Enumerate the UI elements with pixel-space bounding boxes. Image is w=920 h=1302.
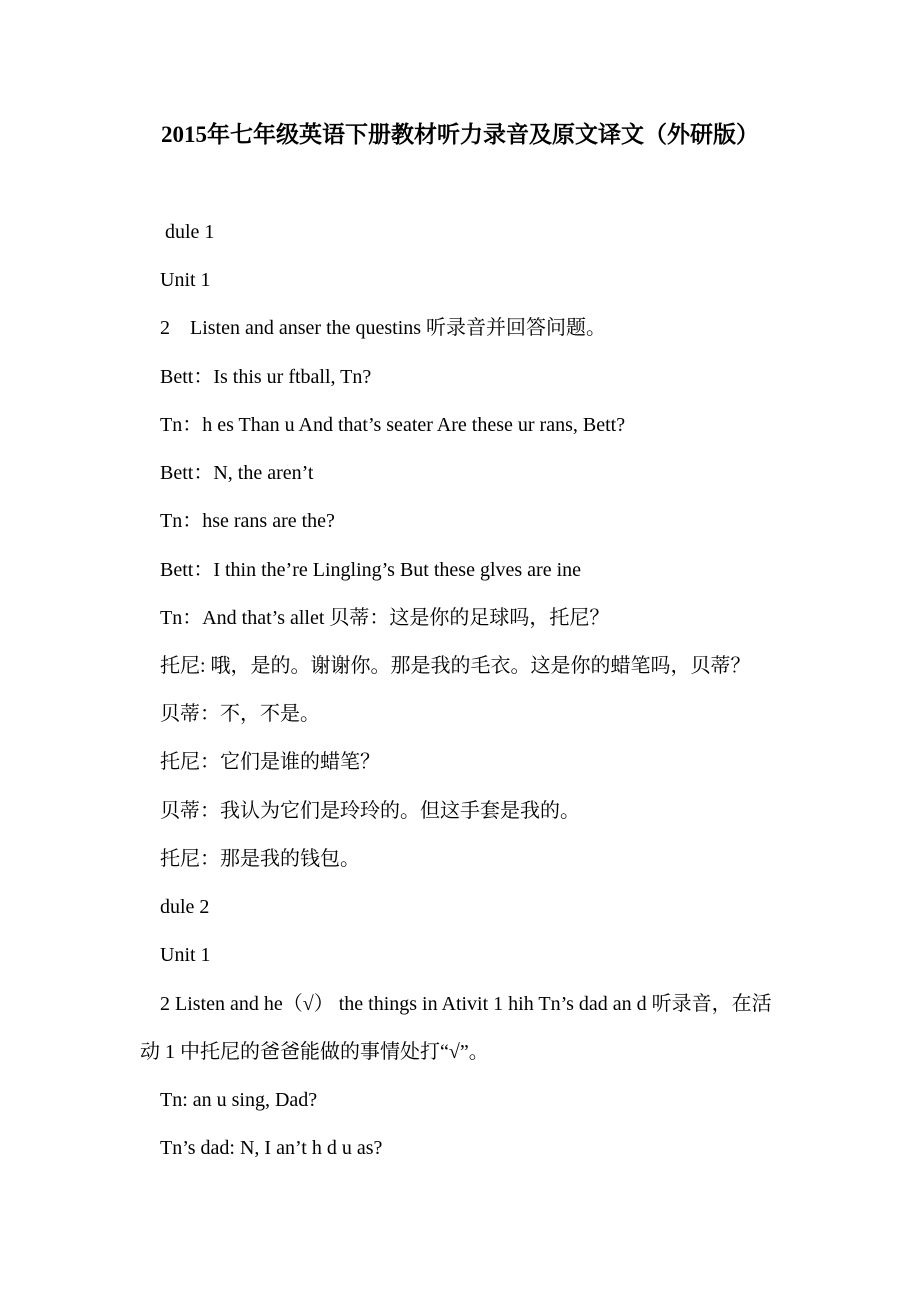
dialogue-line: Tn：h es Than u And that’s seater Are these ur rans, Bett? (160, 414, 626, 436)
dialogue-line: Tn’s dad: N, I an’t h d u as? (160, 1137, 383, 1159)
translation-line: 托尼: 哦，是的。谢谢你。那是我的毛衣。这是你的蜡笔吗，贝蒂？ (160, 655, 751, 677)
dialogue-line: Bett：I thin the’re Lingling’s But these glves are ine (160, 559, 582, 581)
dialogue-line: Bett：N, the aren’t (160, 462, 314, 484)
module-2-heading: dule 2 (160, 896, 210, 918)
unit-1-heading-2: Unit 1 (160, 944, 211, 966)
translation-line: 贝蒂：不，不是。 (160, 703, 320, 725)
exercise-2-instruction-wrapped: 2 Listen and he（√） the things in Ativit 1 hih Tn’s dad an d 听录音，在活动 1 中托尼的爸爸能做的事情处打“√”。 (140, 993, 772, 1063)
dialogue-line: Tn: an u sing, Dad? (160, 1089, 318, 1111)
document-title: 2015年七年级英语下册教材听力录音及原文译文（外研版） (161, 122, 759, 147)
exercise-2-instruction: 2 Listen and anser the questins 听录音并回答问题。 (160, 317, 607, 339)
dialogue-line: Tn：And that’s allet 贝蒂：这是你的足球吗，托尼？ (160, 607, 610, 629)
translation-line: 贝蒂：我认为它们是玲玲的。但这手套是我的。 (160, 800, 580, 822)
dialogue-line: Bett：Is this ur ftball, Tn? (160, 366, 372, 388)
translation-line: 托尼：它们是谁的蜡笔？ (160, 751, 380, 773)
dialogue-line: Tn：hse rans are the? (160, 510, 335, 532)
translation-line: 托尼：那是我的钱包。 (160, 848, 360, 870)
module-1-heading: dule 1 (160, 221, 215, 243)
unit-1-heading: Unit 1 (160, 269, 211, 291)
